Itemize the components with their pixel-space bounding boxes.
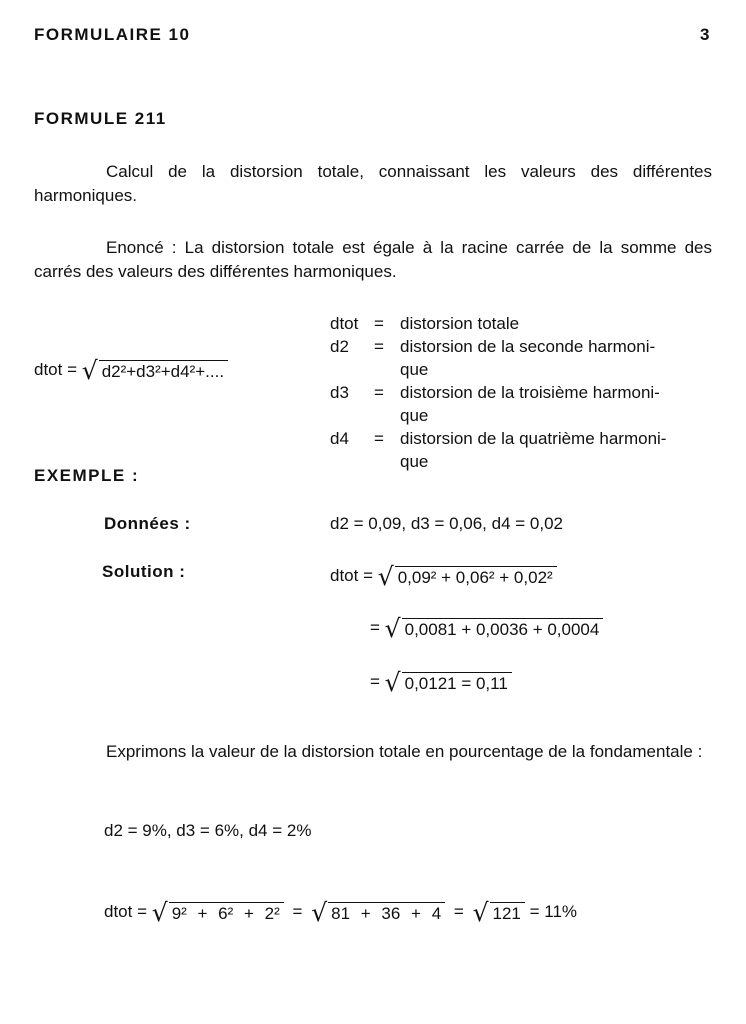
final-radicand-1: 9² + 6² + 2²: [169, 902, 284, 923]
solution-label: Solution :: [102, 562, 186, 581]
definition-symbol: dtot: [330, 314, 359, 333]
solution-step-1: [330, 562, 557, 591]
statement-text: Enoncé : La distorsion totale est égale à la racine carrée de la somme des carrés des valeurs des différentes harmoniques.: [34, 238, 712, 281]
definition-continuation: que: [400, 360, 429, 379]
radical-sign: √: [384, 614, 401, 643]
percent-values: d2 = 9%, d3 = 6%, d4 = 2%: [104, 821, 312, 840]
final-equals-2: =: [453, 901, 464, 921]
final-equals-1: =: [292, 901, 303, 921]
statement-paragraph: [34, 236, 712, 284]
intro-paragraph: [34, 160, 712, 208]
definition-row: [330, 335, 655, 358]
percent-text: Exprimons la valeur de la distorsion totale en pourcentage de la fondamentale :: [106, 742, 703, 761]
definition-row: [330, 312, 519, 335]
formula-lhs: dtot =: [34, 359, 78, 379]
data-values: d2 = 0,09, d3 = 0,06, d4 = 0,02: [330, 514, 564, 533]
percent-paragraph: [34, 740, 712, 764]
running-header: FORMULAIRE 10: [34, 25, 191, 44]
radical-sign: √: [311, 898, 328, 927]
final-radicand-2: 81 + 36 + 4: [328, 902, 445, 923]
definition-equals: =: [374, 429, 384, 448]
intro-text: Calcul de la distorsion totale, connaissant les valeurs des différentes harmoniques.: [34, 162, 712, 205]
definition-text: distorsion de la seconde harmoni-: [400, 337, 656, 356]
main-formula: [34, 356, 228, 385]
definition-continuation: que: [400, 406, 429, 425]
definition-equals: =: [374, 383, 384, 402]
solution-step-3: [370, 668, 512, 697]
formula-title: FORMULE 211: [34, 109, 167, 128]
definition-text: distorsion de la troisième harmoni-: [400, 383, 660, 402]
square-root: [377, 562, 557, 591]
square-root: [384, 668, 512, 697]
step-lhs: =: [370, 617, 380, 637]
definition-row: [330, 427, 666, 450]
example-heading: EXEMPLE :: [34, 466, 140, 485]
definition-text: distorsion de la quatrième harmoni-: [400, 429, 667, 448]
data-label: Données :: [104, 514, 191, 533]
radical-sign: √: [472, 898, 489, 927]
definition-symbol: d4: [330, 429, 349, 448]
radical-sign: √: [384, 668, 401, 697]
step-radicand: 0,0081 + 0,0036 + 0,0004: [402, 618, 604, 639]
final-calculation: [104, 898, 578, 927]
final-radicand-3: 121: [490, 902, 525, 923]
step-radicand: 0,09² + 0,06² + 0,02²: [395, 566, 557, 587]
definition-continuation: que: [400, 452, 429, 471]
square-root: [472, 898, 525, 927]
definition-row: [330, 381, 660, 404]
definition-symbol: d3: [330, 383, 349, 402]
square-root: [384, 614, 604, 643]
step-radicand: 0,0121 = 0,11: [402, 672, 512, 693]
definition-symbol: d2: [330, 337, 349, 356]
square-root: [81, 356, 228, 385]
square-root: [311, 898, 445, 927]
final-result: = 11%: [529, 901, 578, 921]
final-lhs: dtot =: [104, 901, 148, 921]
definition-equals: =: [374, 314, 384, 333]
formula-radicand: d2²+d3²+d4²+....: [99, 360, 228, 381]
definition-text: distorsion totale: [400, 314, 520, 333]
definition-equals: =: [374, 337, 384, 356]
step-lhs: dtot =: [330, 565, 374, 585]
radical-sign: √: [151, 898, 168, 927]
step-lhs: =: [370, 671, 380, 691]
square-root: [151, 898, 284, 927]
radical-sign: √: [377, 562, 394, 591]
radical-sign: √: [81, 356, 98, 385]
page-number: 3: [700, 25, 711, 44]
solution-step-2: [370, 614, 603, 643]
